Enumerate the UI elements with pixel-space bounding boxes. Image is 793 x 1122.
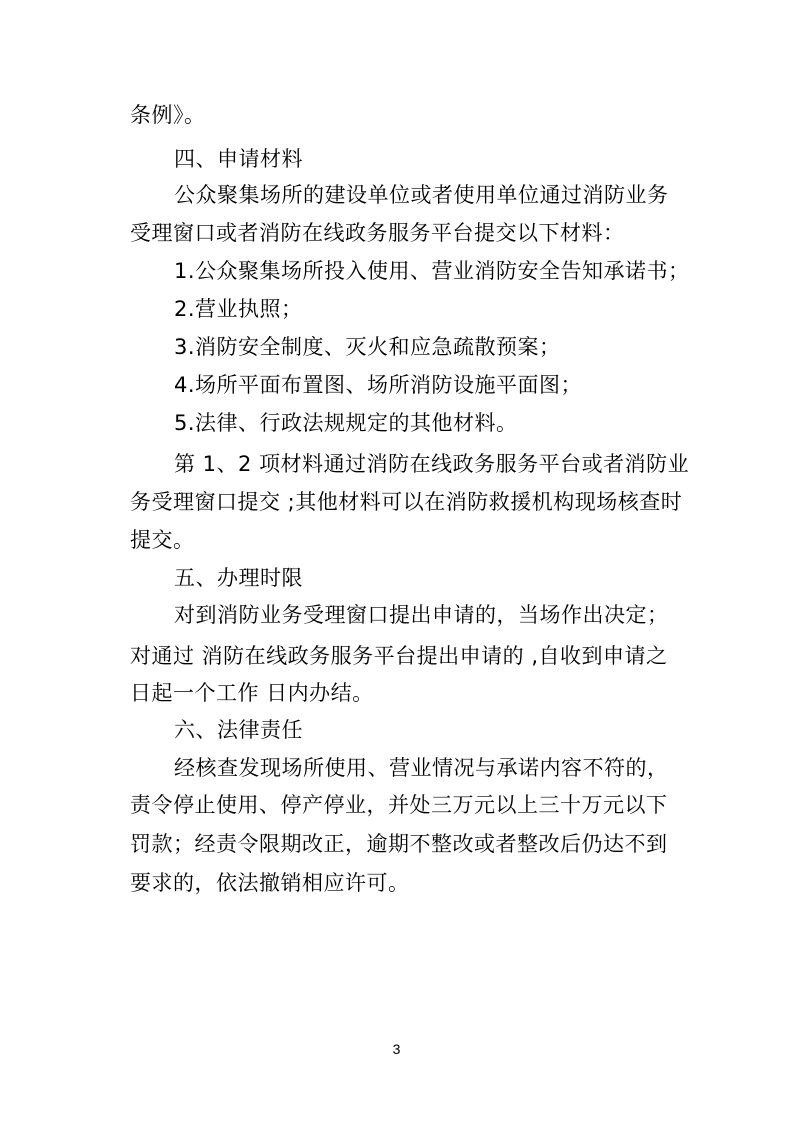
section-heading: 四、申请材料 <box>174 147 303 171</box>
text-line: 罚款；经责令限期改正，逾期不整改或者整改后仍达不到 <box>130 832 668 856</box>
text-line: 对通过 消防在线政务服务平台提出申请的 ,自收到申请之 <box>130 644 668 668</box>
text-line: 对到消防业务受理窗口提出申请的，当场作出决定； <box>174 603 669 627</box>
text-line: 提交。 <box>130 528 195 552</box>
text-line: 经核查发现场所使用、营业情况与承诺内容不符的， <box>174 756 669 780</box>
list-item: 4.场所平面布置图、场所消防设施平面图； <box>174 373 583 397</box>
list-item: 2.营业执照； <box>174 297 303 321</box>
text-line: 日起一个工作 日内办结。 <box>130 681 374 705</box>
text-line: 责令停止使用、停产停业，并处三万元以上三十万元以下 <box>130 793 668 817</box>
text-line: 公众聚集场所的建设单位或者使用单位通过消防业务 <box>174 183 669 207</box>
text-line: 受理窗口或者消防在线政务服务平台提交以下材料： <box>130 221 625 245</box>
list-item: 1.公众聚集场所投入使用、营业消防安全告知承诺书； <box>174 259 690 283</box>
list-item: 5.法律、行政法规规定的其他材料。 <box>174 411 518 435</box>
text-line: 条例》。 <box>130 103 206 127</box>
page-number: 3 <box>392 1041 401 1057</box>
section-heading: 五、办理时限 <box>174 566 303 590</box>
section-heading: 六、法律责任 <box>174 718 303 742</box>
text-line: 要求的，依法撤销相应许可。 <box>130 871 410 895</box>
list-item: 3.消防安全制度、灭火和应急疏散预案； <box>174 335 561 359</box>
text-line: 务受理窗口提交 ;其他材料可以在消防救援机构现场核查时 <box>130 490 683 514</box>
text-line: 第 1、2 项材料通过消防在线政务服务平台或者消防业 <box>174 452 690 476</box>
